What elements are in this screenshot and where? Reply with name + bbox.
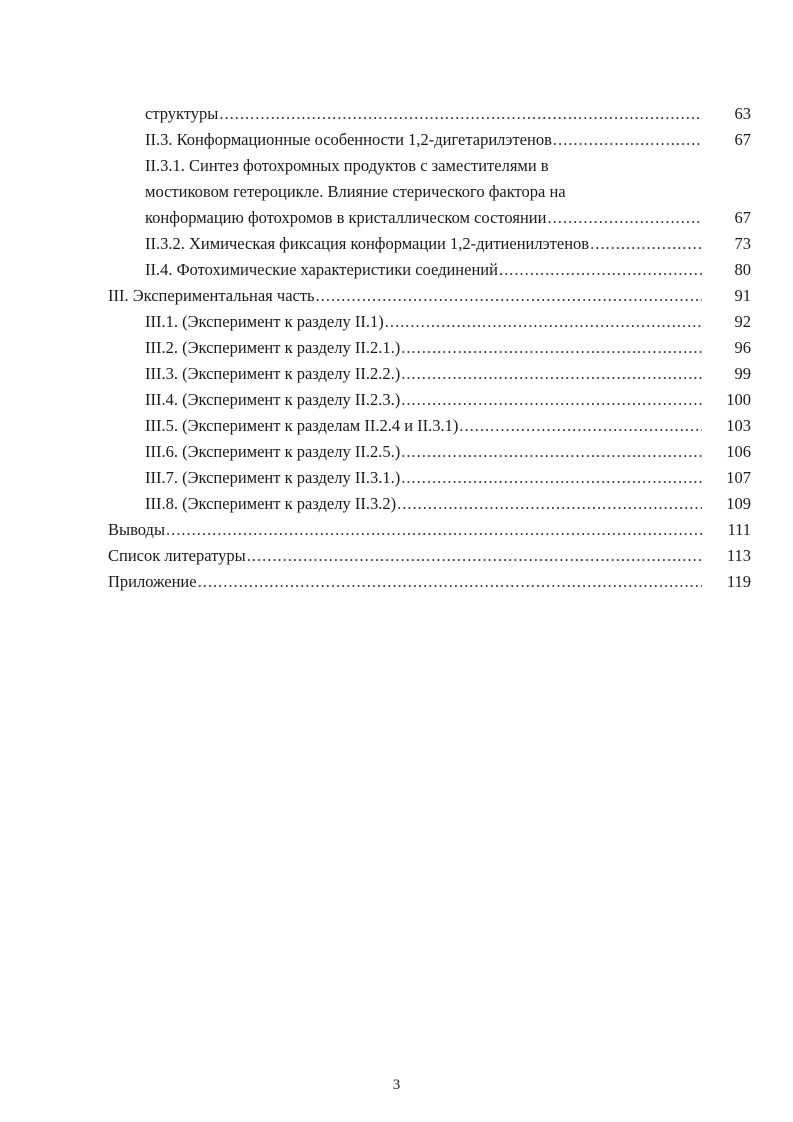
toc-entry-title: Приложение [108,572,197,591]
toc-entry-title: конформацию фотохромов в кристаллическом состоянии [145,208,547,227]
toc-entry-page: 92 [734,312,751,331]
toc-entry-title-line: II.3.1. Синтез фотохромных продуктов с заместителями в [145,156,549,175]
toc-entry-title: структуры [145,104,219,123]
toc-entry-title: III.2. (Эксперимент к разделу II.2.1.) [145,338,401,357]
toc-entry-page: 67 [734,208,751,227]
toc-entry [0,309,793,335]
toc-entry-title: III. Экспериментальная часть [108,286,315,305]
toc-entry-page: 119 [726,572,751,591]
toc-entry [0,335,793,361]
toc-entry [0,543,793,569]
dot-leader [401,335,702,361]
dot-leader [547,205,702,231]
dot-leader [590,231,702,257]
dot-leader [401,465,702,491]
toc-entry [0,257,793,283]
dot-leader [499,257,702,283]
dot-leader [316,283,702,309]
toc-entry-page: 100 [726,390,751,409]
toc-entry [0,517,793,543]
dot-leader [385,309,702,335]
dot-leader [198,569,702,595]
toc-entry [0,205,793,231]
toc-entry-title: II.3. Конформационные особенности 1,2-дигетарилэтенов [145,130,552,149]
toc-entry-page: 111 [727,520,751,539]
toc-entry-page: 113 [726,546,751,565]
toc-entry-page: 103 [726,416,751,435]
dot-leader [553,127,702,153]
toc-entry [0,413,793,439]
dot-leader [401,439,702,465]
toc-entry-title: Список литературы [108,546,246,565]
page-number: 3 [392,1077,401,1093]
dot-leader [166,517,702,543]
toc-entry-title: III.5. (Эксперимент к разделам II.2.4 и II.3.1) [145,416,459,435]
toc-entry-page: 99 [734,364,751,383]
toc-entry-title: II.4. Фотохимические характеристики соединений [145,260,498,279]
toc-entry [0,283,793,309]
dot-leader [401,387,702,413]
toc-entry-page: 73 [734,234,751,253]
table-of-contents [0,101,793,595]
dot-leader [459,413,702,439]
toc-entry-page: 63 [734,104,751,123]
toc-entry [0,491,793,517]
toc-entry [0,569,793,595]
toc-entry [0,127,793,153]
toc-entry-title: II.3.2. Химическая фиксация конформации 1,2-дитиенилэтенов [145,234,590,253]
toc-entry [0,439,793,465]
toc-entry-title: III.6. (Эксперимент к разделу II.2.5.) [145,442,401,461]
toc-entry [0,231,793,257]
toc-entry-title: III.1. (Эксперимент к разделу II.1) [145,312,384,331]
toc-entry-page: 96 [734,338,751,357]
toc-entry [0,465,793,491]
toc-entry-page: 67 [734,130,751,149]
toc-entry-title: III.4. (Эксперимент к разделу II.2.3.) [145,390,401,409]
dot-leader [247,543,702,569]
toc-entry [0,101,793,127]
dot-leader [397,491,702,517]
toc-entry-page: 91 [734,286,751,305]
toc-entry-title: Выводы [108,520,166,539]
toc-entry-page: 109 [726,494,751,513]
toc-entry-page: 106 [726,442,751,461]
toc-entry-title-line: мостиковом гетероцикле. Влияние стерического фактора на [145,182,566,201]
dot-leader [219,101,702,127]
toc-entry-page: 80 [734,260,751,279]
toc-entry-title: III.3. (Эксперимент к разделу II.2.2.) [145,364,401,383]
toc-entry [0,387,793,413]
toc-entry-page: 107 [726,468,751,487]
toc-entry-title: III.8. (Эксперимент к разделу II.3.2) [145,494,397,513]
dot-leader [401,361,702,387]
toc-entry [0,361,793,387]
toc-entry-title: III.7. (Эксперимент к разделу II.3.1.) [145,468,401,487]
